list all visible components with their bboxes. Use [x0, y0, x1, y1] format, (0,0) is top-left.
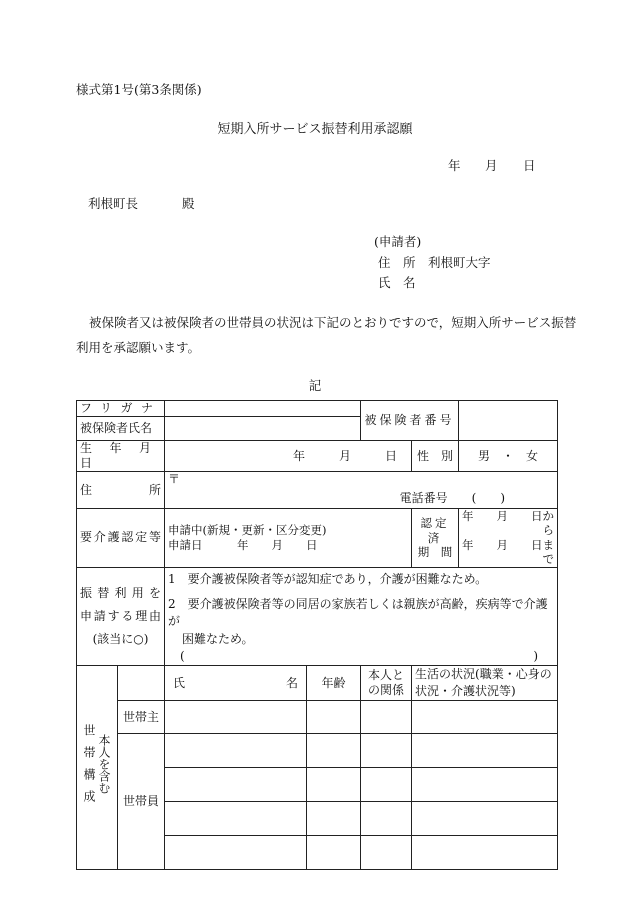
- col-relation: [361, 666, 412, 701]
- date-line: [448, 160, 536, 173]
- period-from: 年 月 日から: [462, 509, 555, 538]
- head-situation-field[interactable]: [412, 701, 558, 734]
- reason-label-3: (該当に○): [92, 631, 149, 646]
- applicant-address-label: 住 所: [378, 255, 416, 270]
- household-sub: 本人を含む: [97, 733, 111, 794]
- date-year: 年: [448, 158, 461, 173]
- member-relation-field[interactable]: [361, 768, 412, 802]
- insured-name-label: 被保険者氏名: [77, 417, 165, 441]
- addressee-suffix: 殿: [182, 196, 195, 211]
- col-name-2: 名: [285, 675, 298, 690]
- reason-options[interactable]: [165, 567, 558, 666]
- gender-label: 性 別: [412, 441, 459, 472]
- insured-number-label: 被保険者番号: [361, 401, 459, 441]
- applicant-address-value: 利根町大字: [428, 255, 491, 270]
- member-age-field[interactable]: [307, 802, 361, 836]
- head-of-household-label: 世帯主: [118, 701, 165, 734]
- member-situation-field[interactable]: [412, 836, 558, 870]
- postal-mark: 〒: [168, 472, 181, 486]
- applicant-label: (申請者): [374, 234, 422, 249]
- col-situation: 生活の状況(職業・心身の状況・介護状況等): [412, 666, 558, 701]
- col-name-1: 氏: [173, 675, 186, 690]
- member-relation-field[interactable]: [361, 836, 412, 870]
- address-label: 住 所: [77, 472, 165, 509]
- member-name-field[interactable]: [165, 768, 307, 802]
- member-age-field[interactable]: [307, 836, 361, 870]
- document-title: 短期入所サービス振替利用承認願: [217, 122, 413, 137]
- furigana-label: フリガナ: [77, 401, 165, 417]
- col-relation-1: 本人と: [368, 667, 405, 682]
- member-name-field[interactable]: [165, 836, 307, 870]
- member-situation-field[interactable]: [412, 802, 558, 836]
- date-month: 月: [485, 158, 498, 173]
- furigana-field[interactable]: [165, 401, 361, 417]
- household-header-blank: [118, 666, 165, 701]
- head-age-field[interactable]: [307, 701, 361, 734]
- addressee: 利根町長: [88, 196, 139, 211]
- member-name-field[interactable]: [165, 802, 307, 836]
- applicant-address: [378, 257, 491, 270]
- col-relation-2: の関係: [368, 683, 405, 698]
- birthdate-field[interactable]: [165, 441, 412, 472]
- applying-line-2: 申請日 年 月 日: [168, 537, 318, 552]
- body-line-1: 被保険者又は被保険者の世帯員の状況は下記のとおりですので，短期入所サービス振替: [89, 315, 577, 330]
- member-relation-field[interactable]: [361, 734, 412, 768]
- reason-label: [77, 567, 165, 666]
- head-name-field[interactable]: [165, 701, 307, 734]
- col-age: 年齢: [307, 666, 361, 701]
- birth-day: 日: [385, 448, 398, 463]
- member-relation-field[interactable]: [361, 802, 412, 836]
- member-situation-field[interactable]: [412, 768, 558, 802]
- household-label: 世帯構成: [82, 723, 96, 812]
- form-number: 様式第1号(第3条関係): [76, 82, 202, 97]
- reason-other[interactable]: [168, 648, 554, 665]
- reason-1[interactable]: 1 要介護被保険者等が認知症であり，介護が困難なため。: [168, 571, 488, 586]
- applicant-name-label: 氏 名: [378, 275, 416, 290]
- care-cert-period[interactable]: [459, 509, 558, 568]
- birth-month: 月: [338, 448, 351, 463]
- application-table: [76, 400, 558, 870]
- member-situation-field[interactable]: [412, 734, 558, 768]
- care-cert-applying[interactable]: [165, 509, 412, 568]
- member-name-field[interactable]: [165, 734, 307, 768]
- reason-label-1: 振替利用を: [80, 586, 161, 601]
- reason-open-paren: (: [180, 649, 185, 664]
- certified-label: 認定済: [420, 516, 450, 545]
- birthdate-label: 生年月日: [77, 441, 165, 472]
- household-label-cell: [77, 666, 118, 870]
- head-relation-field[interactable]: [361, 701, 412, 734]
- birth-year: 年: [292, 448, 305, 463]
- reason-close-paren: ): [533, 649, 539, 664]
- gender-options[interactable]: 男 ・ 女: [459, 441, 558, 472]
- applying-line-1: 申請中(新規・更新・区分変更): [168, 523, 327, 538]
- member-age-field[interactable]: [307, 734, 361, 768]
- care-cert-label: 要介護認定等: [77, 509, 165, 568]
- date-day: 日: [523, 158, 536, 173]
- reason-2a[interactable]: 2 要介護被保険者等の同居の家族若しくは親族が高齢，疾病等で介護が: [168, 596, 548, 629]
- insured-name-field[interactable]: [165, 417, 361, 441]
- address-field[interactable]: [165, 472, 558, 509]
- reason-2b: 困難なため。: [182, 631, 254, 646]
- member-age-field[interactable]: [307, 768, 361, 802]
- period-label: 期 間: [417, 544, 453, 559]
- reason-label-2: 申請する理由: [80, 609, 161, 624]
- care-cert-status: [412, 509, 459, 568]
- member-label: 世帯員: [118, 734, 165, 870]
- insured-number-field[interactable]: [459, 401, 558, 441]
- col-name: [165, 666, 307, 701]
- phone-label: 電話番号 ( ): [399, 491, 506, 505]
- period-to: 年 月 日まで: [462, 537, 555, 567]
- body-line-2: 利用を承認願います。: [76, 340, 201, 355]
- ki-heading: 記: [308, 378, 322, 393]
